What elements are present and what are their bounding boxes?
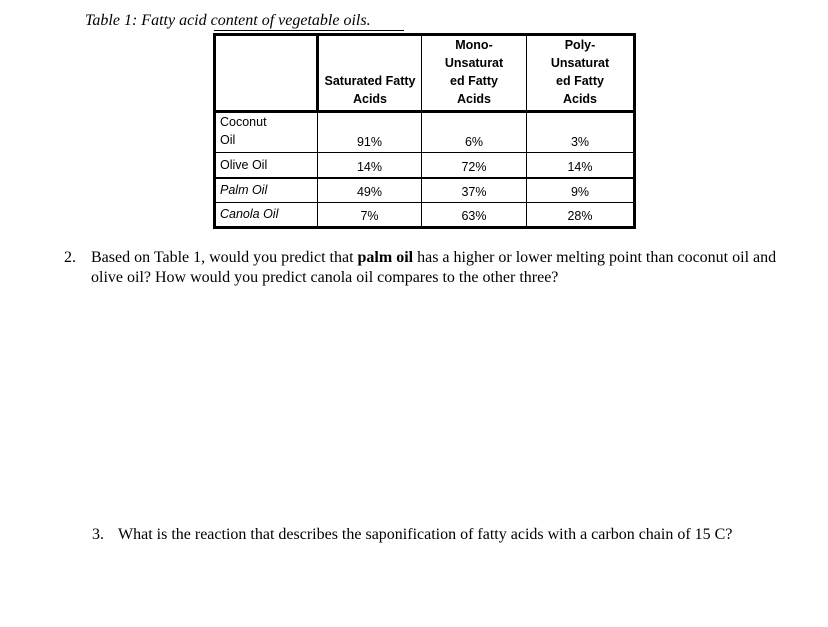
question-number: 2. [64,249,76,266]
cell-poly: 14% [527,153,635,178]
table-row [215,153,635,178]
question-3 [92,525,792,547]
row-label-palm-oil: Palm Oil [215,178,318,203]
row-label-olive-oil: Olive Oil [215,153,318,178]
row-label-canola-oil: Canola Oil [215,203,318,228]
table-caption: Table 1: Fatty acid content of vegetable oils. [85,12,371,29]
fatty-acid-table [213,33,636,229]
cell-saturated: 14% [318,153,422,178]
question-number: 3. [92,526,104,543]
question-emphasis: palm oil [357,249,414,266]
question-2 [64,248,794,292]
cell-saturated: 49% [318,178,422,203]
header-corner [215,35,318,112]
cell-mono: 72% [422,153,527,178]
cell-poly: 3% [527,112,635,153]
cell-saturated: 91% [318,112,422,153]
question-text-after: has a higher or lower melting point than coconut oil and olive oil? How would you predict canola oil compares to the other three? [91,249,777,286]
header-saturated: Saturated Fatty Acids [318,35,422,112]
cell-poly: 28% [527,203,635,228]
cell-poly: 9% [527,178,635,203]
row-label-coconut-oil: Coconut Oil [215,112,318,153]
table-row [215,178,635,203]
question-text [91,248,791,288]
cell-saturated: 7% [318,203,422,228]
table-row [215,112,635,153]
header-poly-unsaturated: Poly- Unsaturat ed Fatty Acids [527,35,635,112]
table-row [215,203,635,228]
question-text-before: Based on Table 1, would you predict that [91,249,358,266]
table-header-row [215,35,635,112]
header-mono-unsaturated: Mono- Unsaturat ed Fatty Acids [422,35,527,112]
cell-mono: 63% [422,203,527,228]
caption-underline [214,30,404,31]
question-text: What is the reaction that describes the saponification of fatty acids with a carbon chain of 15 C? [118,526,733,543]
cell-mono: 37% [422,178,527,203]
cell-mono: 6% [422,112,527,153]
